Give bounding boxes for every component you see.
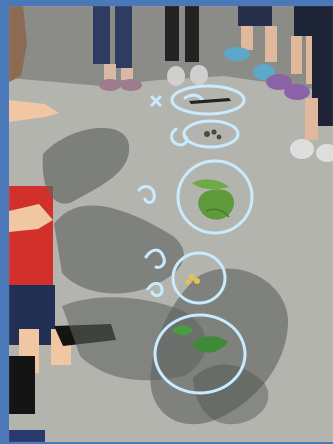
photo	[9, 6, 333, 442]
chalk-circles-scene	[9, 6, 333, 442]
